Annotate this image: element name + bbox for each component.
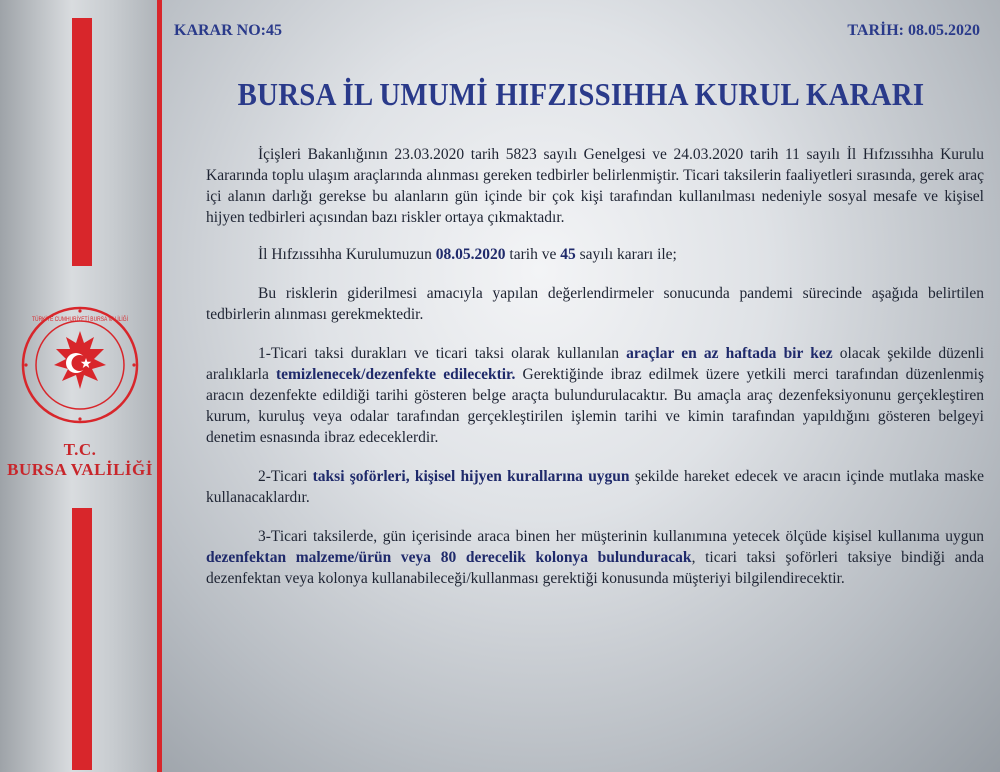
- decision-date: TARİH: 08.05.2020: [847, 22, 980, 39]
- measure-3-emphasis: dezenfektan malzeme/ürün veya 80 derecelik kolonya bulunduracak: [206, 549, 692, 566]
- reference-text: İl Hıfzıssıhha Kurulumuzun: [258, 246, 436, 263]
- measure-2-text: 2-Ticari: [258, 468, 313, 485]
- reference-date: 08.05.2020: [435, 246, 506, 263]
- measure-3: [206, 526, 984, 589]
- document-body: [162, 0, 1000, 772]
- measure-2: [206, 466, 984, 508]
- reference-number: 45: [560, 246, 576, 263]
- paragraph-intro: İçişleri Bakanlığının 23.03.2020 tarih 5823 sayılı Genelgesi ve 24.03.2020 tarih 11 sayılı İl Hıfzıssıhha Kurulu Kararında toplu ulaşım araçlarında alınması gereken tedbirler belirlenmiştir. Ticari taksilerin faaliyetleri sırasında, gerek araç içi alanın darlığı gerekse bu alanların gün içinde bir çok kişi tarafından kullanılması nedeniyle sosyal mesafe ve kişisel hijyen tedbirleri açısından bazı riskler ortaya çıkmaktadır.: [206, 146, 984, 226]
- reference-text-mid: tarih ve: [505, 246, 561, 263]
- paragraph-reference: [206, 244, 984, 265]
- document-title: BURSA İL UMUMİ HIFZISSIHHA KURUL KARARI: [237, 76, 925, 112]
- measure-1-text: 1-Ticari taksi durakları ve ticari taksi olarak kullanılan: [258, 345, 627, 362]
- paragraph-purpose: Bu risklerin giderilmesi amacıyla yapılan değerlendirmeler sonucunda pandemi sürecinde aşağıda belirtilen tedbirlerin alınması gerekmektedir.: [206, 285, 984, 323]
- emblem-ring-text: TÜRKİYE CUMHURİYETİ BURSA VALİLİĞİ: [32, 316, 159, 323]
- measure-1-text-c: Gerektiğinde ibraz edilmek üzere yetkili merci tarafından düzenlenmiş aracın dezenfekte edildiği tarihi gösteren belge araçta bulundurulacaktır. Bu amaçla araç dezenfeksiyonunu gerçekleştiren kurum, kuruluş veya odalar tarafından gerçekleştirilen işlemin tarihi ve kimin tarafından yapıldığını gösteren belgeyi denetim esnasında ibraz edeceklerdir.: [206, 366, 984, 446]
- red-stripe-bottom: [72, 508, 92, 770]
- red-stripe-top: [72, 18, 92, 266]
- measure-1: [206, 343, 984, 448]
- sidebar: [0, 0, 160, 772]
- bursa-valiligi-label: BURSA VALİLİĞİ: [7, 460, 153, 479]
- valilik-emblem: [20, 305, 159, 425]
- reference-text-end: sayılı kararı ile;: [575, 246, 677, 263]
- measure-1-text-b: olacak şekilde düzenli aralıklarla: [206, 345, 985, 383]
- measure-1-emphasis: araçlar en az haftada bir kez: [626, 345, 833, 362]
- measure-1-emphasis-b: temizlenecek/dezenfekte edilecektir.: [275, 366, 516, 383]
- tc-label: T.C.: [63, 440, 97, 459]
- measure-2-text-b: şekilde hareket edecek ve aracın içinde mutlaka maske kullanacaklardır.: [206, 468, 984, 506]
- measure-3-text: 3-Ticari taksilerde, gün içerisinde araca binen her müşterinin kullanımına yetecek ölçüde kişisel kullanıma uygun: [258, 528, 984, 545]
- measure-3-text-b: , ticari taksi şoförleri taksiye bindiği anda dezenfektan veya kolonya kullanabileceği/kullanması gerektiği konusunda müşteriyi bilgilendirecektir.: [206, 549, 984, 587]
- decision-text: [206, 144, 984, 605]
- measure-2-emphasis: taksi şoförleri, kişisel hijyen kurallarına uygun: [312, 468, 630, 485]
- decision-number: KARAR NO:45: [174, 22, 282, 39]
